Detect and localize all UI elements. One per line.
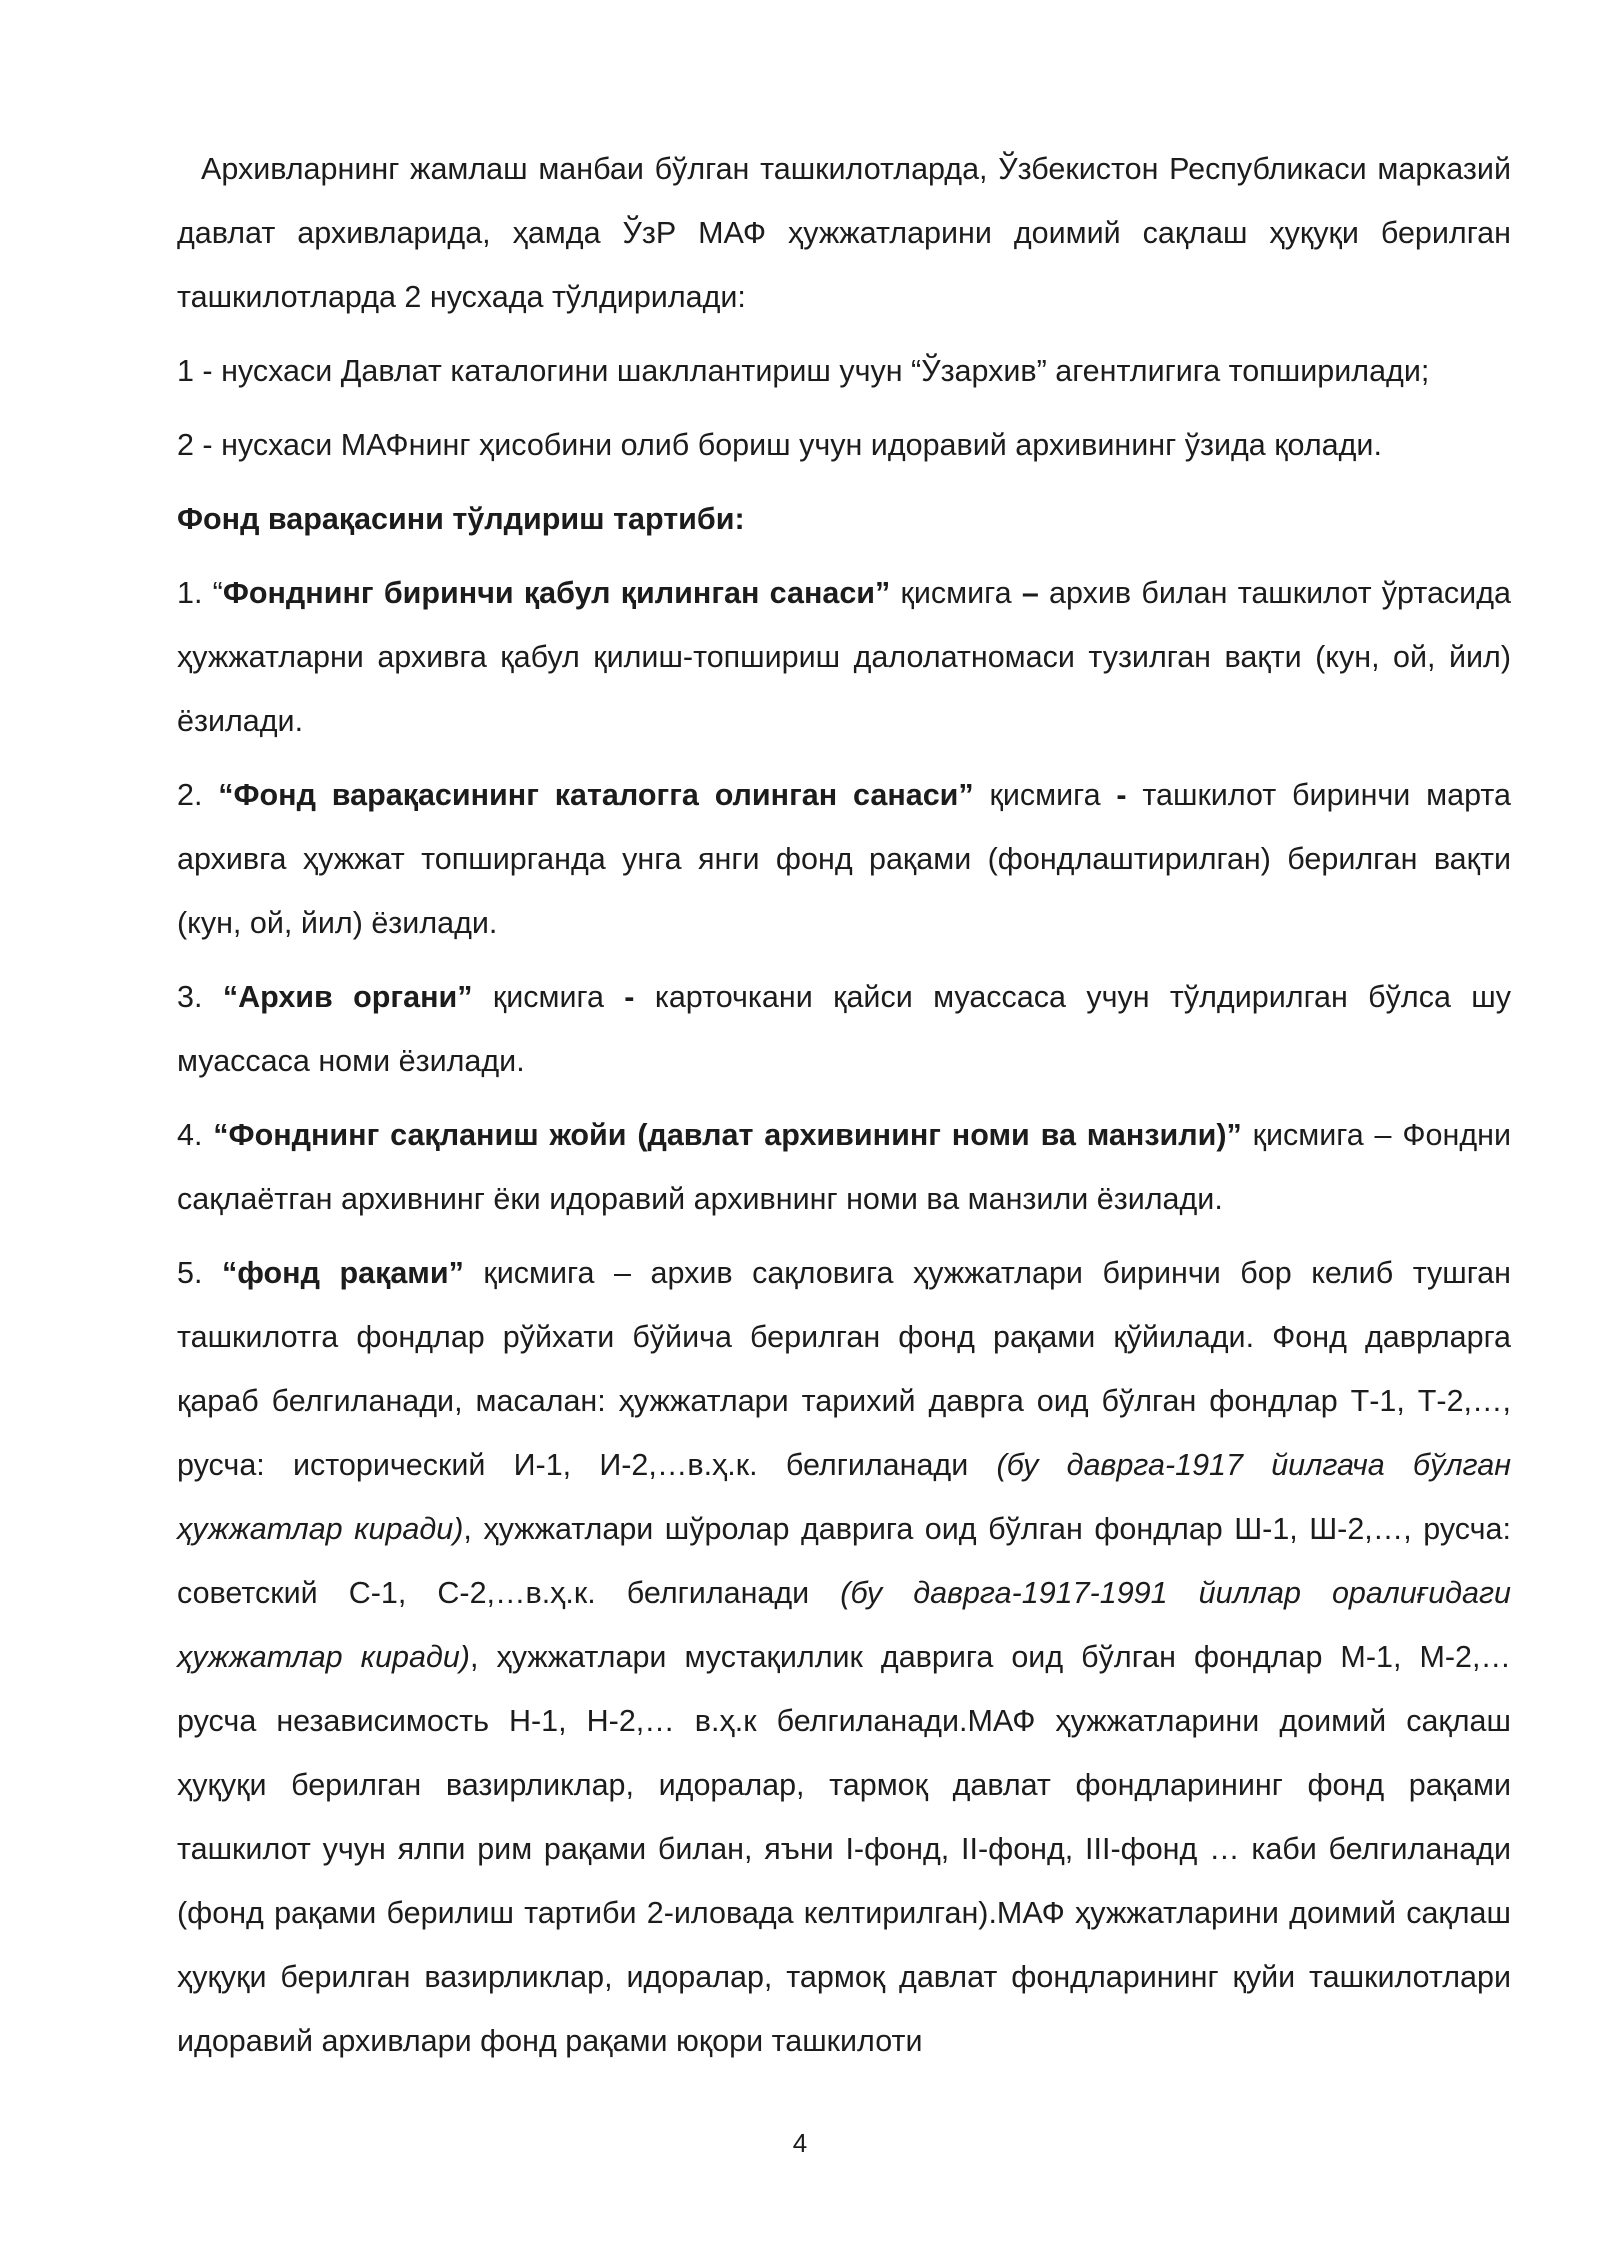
item-text: , ҳужжатлари шўролар даврига оид бўлган фондлар Ш-1, Ш-2,…, русча: советский С-1, С-2,…в.ҳ.к. белгиланади bbox=[177, 1512, 1511, 1610]
item-number: 2. bbox=[177, 778, 219, 812]
item-italic-note: (бу даврга-1917-1991 йиллар оралиғидаги ҳужжатлар киради) bbox=[177, 1576, 1511, 1674]
section-heading-text: Фонд варақасини тўлдириш тартиби: bbox=[177, 502, 745, 536]
document-body bbox=[177, 137, 1511, 2083]
item-text: қисмига bbox=[890, 576, 1022, 610]
instruction-item-2 bbox=[177, 763, 1511, 955]
item-number: 5. bbox=[177, 1256, 222, 1290]
item-text: , ҳужжатлари мустақиллик даврига оид бўлган фондлар М-1, М-2,… русча независимость Н-1, Н-2,… в.ҳ.к белгиланади.МАФ ҳужжатларини доимий сақлаш ҳуқуқи берилган вазирликлар, идоралар, тармоқ давлат фондларининг фонд рақами ташкилот учун ялпи рим рақами билан, яъни I-фонд, II-фонд, III-фонд … каби белгиланади (фонд рақами берилиш тартиби 2-иловада келтирилган).МАФ ҳужжатларини доимий сақлаш ҳуқуқи берилган вазирликлар, идоралар, тармоқ давлат фондларининг қуйи ташкилотлари идоравий архивлари фонд рақами юқори ташкилоти bbox=[177, 1640, 1511, 2058]
item-dash: - bbox=[624, 980, 635, 1014]
item-text: қисмига – архив сақловига ҳужжатлари биринчи бор келиб тушган ташкилотга фондлар рўйхати бўйича берилган фонд рақами қўйилади. Фонд даврларга қараб белгиланади, масалан: ҳужжатлари тарихий даврга оид бўлган фондлар Т-1, Т-2,…, русча: исторический И-1, И-2,…в.ҳ.к. белгиланади bbox=[177, 1256, 1511, 1482]
item-field-name: Фонднинг биринчи қабул қилинган санаси” bbox=[222, 576, 891, 610]
item-dash: - bbox=[1116, 778, 1127, 812]
item-field-name: “Архив органи” bbox=[222, 980, 473, 1014]
page-number: 4 bbox=[792, 2128, 808, 2158]
section-heading bbox=[177, 487, 1511, 551]
copy-item-2: 2 - нусхаси МАФнинг ҳисобини олиб бориш учун идоравий архивининг ўзида қолади. bbox=[177, 428, 1382, 462]
instruction-item-4 bbox=[177, 1103, 1511, 1231]
item-text: карточкани қайси муассаса учун тўлдирилган бўлса шу муассаса номи ёзилади. bbox=[177, 980, 1511, 1078]
item-italic-note: (бу даврга-1917 йилгача бўлган ҳужжатлар киради) bbox=[177, 1448, 1511, 1546]
item-field-name: “фонд рақами” bbox=[221, 1256, 464, 1290]
item-field-name: “Фонд варақасининг каталогга олинган санаси” bbox=[218, 778, 974, 812]
item-number: 1. “ bbox=[177, 576, 223, 610]
intro-paragraph: Архивларнинг жамлаш манбаи бўлган ташкилотларда, Ўзбекистон Республикаси марказий давлат архивларида, ҳамда ЎзР МАФ ҳужжатларини доимий сақлаш ҳуқуқи берилган ташкилотларда 2 нусхада тўлдирилади: bbox=[177, 152, 1511, 314]
item-text: қисмига – Фондни сақлаётган архивнинг ёки идоравий архивнинг номи ва манзили ёзилади. bbox=[177, 1118, 1511, 1216]
item-text: архив билан ташкилот ўртасида ҳужжатларни архивга қабул қилиш-топшириш далолатномаси тузилган вақти (кун, ой, йил) ёзилади. bbox=[177, 576, 1511, 738]
instruction-item-1 bbox=[177, 561, 1511, 753]
copy-item-1: 1 - нусхаси Давлат каталогини шакллантириш учун “Ўзархив” агентлигига топширилади; bbox=[177, 354, 1430, 388]
item-text: ташкилот биринчи марта архивга ҳужжат топширганда унга янги фонд рақами (фондлаштирилган) берилган вақти (кун, ой, йил) ёзилади. bbox=[177, 778, 1511, 940]
item-text: қисмига bbox=[472, 980, 625, 1014]
item-number: 4. bbox=[177, 1118, 214, 1152]
instruction-item-5 bbox=[177, 1241, 1511, 2073]
item-number: 3. bbox=[177, 980, 223, 1014]
instruction-item-3 bbox=[177, 965, 1511, 1093]
item-field-name: “Фонднинг сақланиш жойи (давлат архивининг номи ва манзили)” bbox=[213, 1118, 1242, 1152]
item-dash: – bbox=[1021, 576, 1039, 610]
item-text: қисмига bbox=[973, 778, 1117, 812]
